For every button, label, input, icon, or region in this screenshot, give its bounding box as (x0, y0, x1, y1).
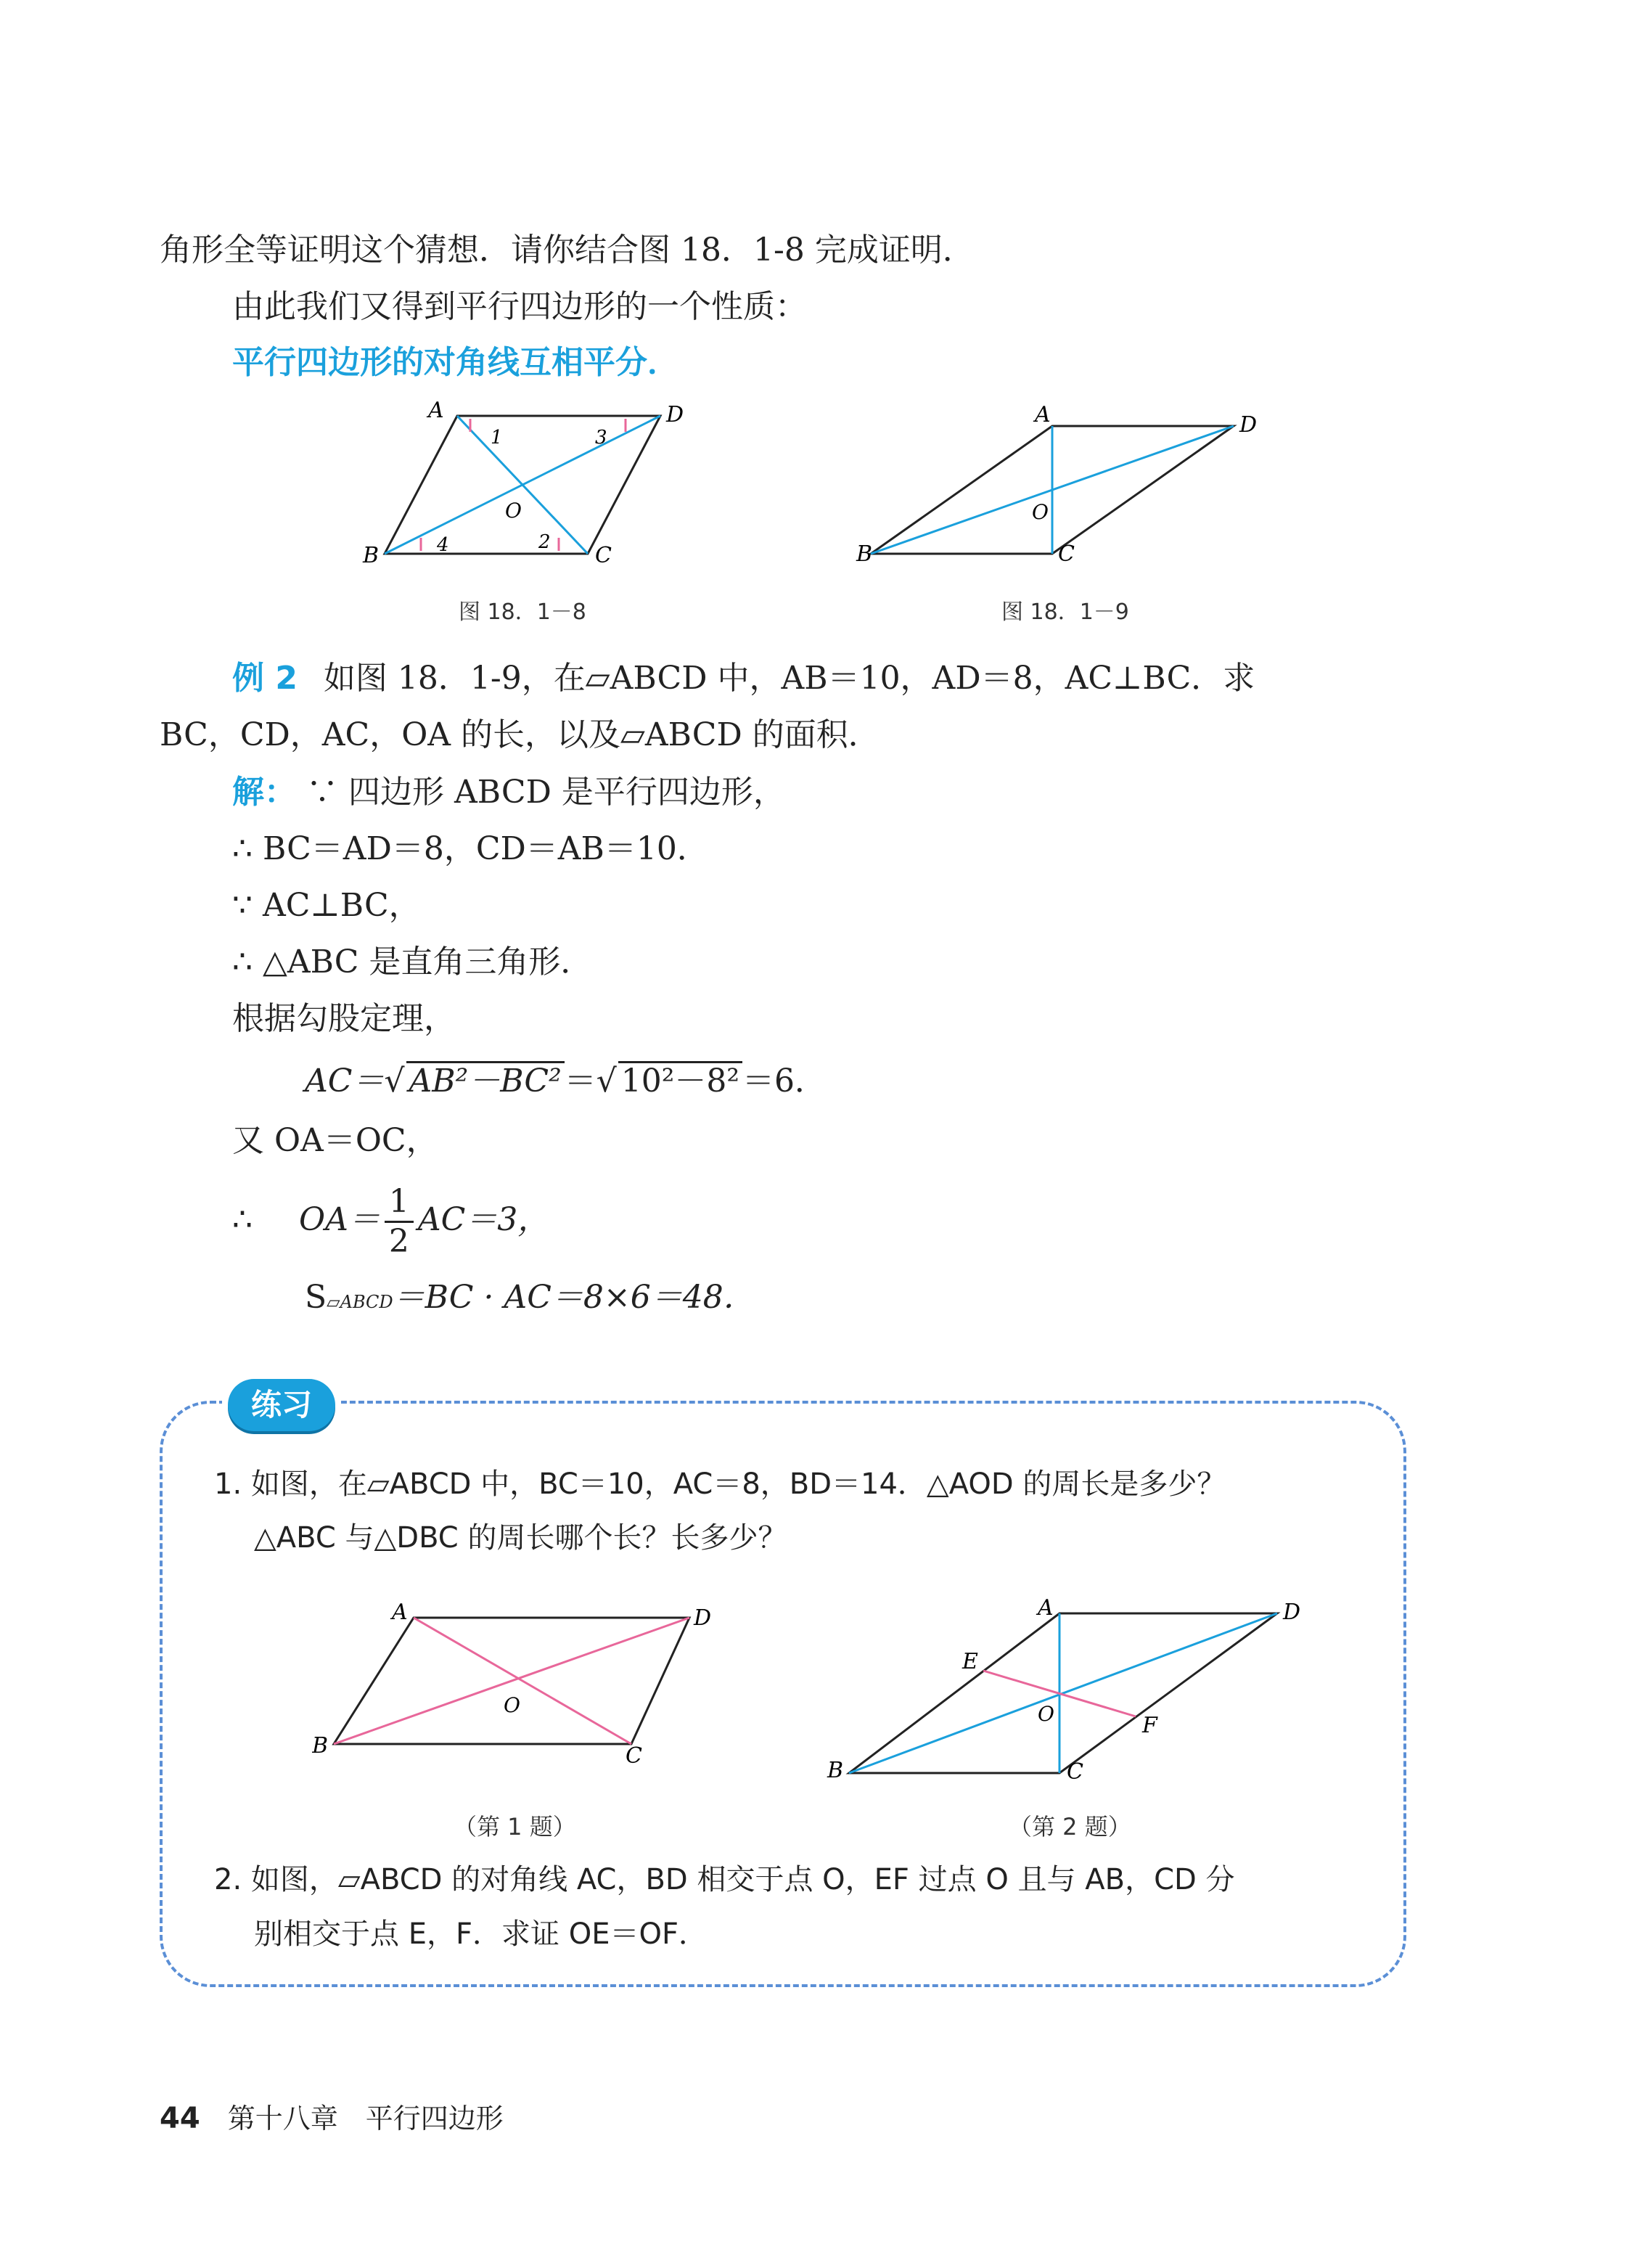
label-d: D (1283, 1600, 1301, 1625)
label-a: A (428, 398, 444, 423)
practice-figure-2 (820, 1593, 1313, 1782)
question-2-line-2: 别相交于点 E，F．求证 OE＝OF． (254, 1917, 708, 1951)
label-o: O (504, 1693, 520, 1717)
intro-line-1: 角形全等证明这个猜想．请你结合图 18．1-8 完成证明． (160, 232, 975, 269)
radical-sign: √ (384, 1063, 405, 1100)
eq-ac-prefix: AC＝ (305, 1063, 385, 1100)
diagonal-bd (334, 1618, 689, 1744)
example-line-1 (232, 657, 1255, 700)
question-1-line-1: 1. 如图，在▱ABCD 中，BC＝10，AC＝8，BD＝14．△AOD 的周长是多少？ (214, 1467, 1226, 1501)
label-f: F (1142, 1713, 1157, 1738)
example-line-2: BC，CD，AC，OA 的长，以及▱ABCD 的面积． (160, 716, 880, 753)
solution-step-3: ∵ AC⊥BC， (232, 887, 421, 924)
label-o: O (1038, 1702, 1054, 1726)
fraction-numerator: 1 (385, 1183, 414, 1223)
solution-tag: 解： (232, 774, 296, 811)
eq-area-subscript: ▱ABCD (327, 1292, 393, 1312)
question-1-line-2: △ABC 与△DBC 的周长哪个长？长多少？ (254, 1521, 787, 1555)
example-tag: 例 2 (232, 660, 298, 697)
label-c: C (1058, 541, 1075, 567)
label-b: B (363, 543, 380, 568)
caption-18-1-8: 图 18．1－8 (459, 599, 586, 625)
eq-ac-suffix: ＝6． (742, 1063, 827, 1100)
property-statement: 平行四边形的对角线互相平分． (232, 344, 679, 381)
label-a: A (1035, 402, 1051, 427)
page-footer (160, 2096, 504, 2136)
label-e: E (962, 1649, 978, 1674)
solution-step-1: ∵ 四边形 ABCD 是平行四边形， (306, 774, 785, 811)
label-b: B (312, 1733, 329, 1759)
label-4: 4 (437, 534, 449, 556)
fraction-one-half (385, 1183, 414, 1261)
therefore-symbol: ∴ (232, 1201, 253, 1238)
practice-title-wrap (222, 1379, 341, 1431)
question-2-line-1: 2. 如图，▱ABCD 的对角线 AC，BD 相交于点 O，EF 过点 O 且与 AB，CD 分 (214, 1863, 1235, 1896)
radical-sign-2: √ (596, 1063, 617, 1100)
figure-18-1-9 (842, 396, 1277, 584)
eq-ac-radicand-2: 10²－8² (618, 1061, 742, 1100)
equation-ac (305, 1060, 827, 1103)
solution-line-1 (232, 771, 785, 814)
label-c: C (626, 1743, 642, 1769)
label-1: 1 (491, 427, 503, 449)
eq-ac-radicand-1: AB²－BC² (406, 1061, 565, 1100)
caption-question-1: （第 1 题） (454, 1813, 576, 1841)
diagonal-ac (414, 1618, 631, 1744)
fraction-denominator: 2 (388, 1223, 409, 1260)
label-d: D (694, 1605, 712, 1631)
label-d: D (1239, 412, 1258, 438)
example-text-1: 如图 18．1-9，在▱ABCD 中，AB＝10，AD＝8，AC⊥BC．求 (323, 660, 1255, 697)
label-c: C (1067, 1759, 1083, 1782)
label-b: B (856, 541, 873, 567)
eq-oa-suffix: AC＝3， (417, 1201, 550, 1238)
equation-oa-oc: 又 OA＝OC， (232, 1122, 438, 1159)
label-o: O (1032, 500, 1049, 524)
solution-step-5: 根据勾股定理， (232, 1000, 456, 1037)
eq-oa-prefix: OA＝ (299, 1201, 380, 1238)
page-number: 44 (160, 2102, 200, 2135)
label-c: C (595, 543, 612, 568)
equation-oa-half (232, 1183, 549, 1261)
eq-area-rest: ＝BC · AC＝8×6＝48． (393, 1279, 755, 1316)
practice-title: 练习 (228, 1379, 335, 1431)
eq-area-s: S (305, 1279, 327, 1316)
caption-18-1-9: 图 18．1－9 (1001, 599, 1129, 625)
label-o: O (505, 499, 522, 523)
diagonal-bd (385, 416, 660, 554)
label-2: 2 (538, 531, 551, 553)
solution-step-4: ∴ △ABC 是直角三角形． (232, 943, 593, 981)
intro-line-2: 由此我们又得到平行四边形的一个性质： (232, 288, 807, 325)
label-3: 3 (595, 427, 607, 449)
label-b: B (827, 1758, 844, 1782)
label-d: D (666, 402, 684, 427)
diagonal-bd (849, 1613, 1277, 1773)
practice-figure-1 (312, 1593, 747, 1782)
chapter-title: 第十八章 平行四边形 (227, 2103, 504, 2134)
equation-area (305, 1276, 755, 1324)
figure-18-1-8 (341, 396, 718, 584)
label-a: A (392, 1600, 408, 1625)
label-a: A (1038, 1595, 1054, 1621)
caption-question-2: （第 2 题） (1009, 1813, 1131, 1841)
solution-step-2: ∴ BC＝AD＝8，CD＝AB＝10． (232, 830, 709, 867)
eq-ac-mid: ＝ (564, 1063, 596, 1100)
